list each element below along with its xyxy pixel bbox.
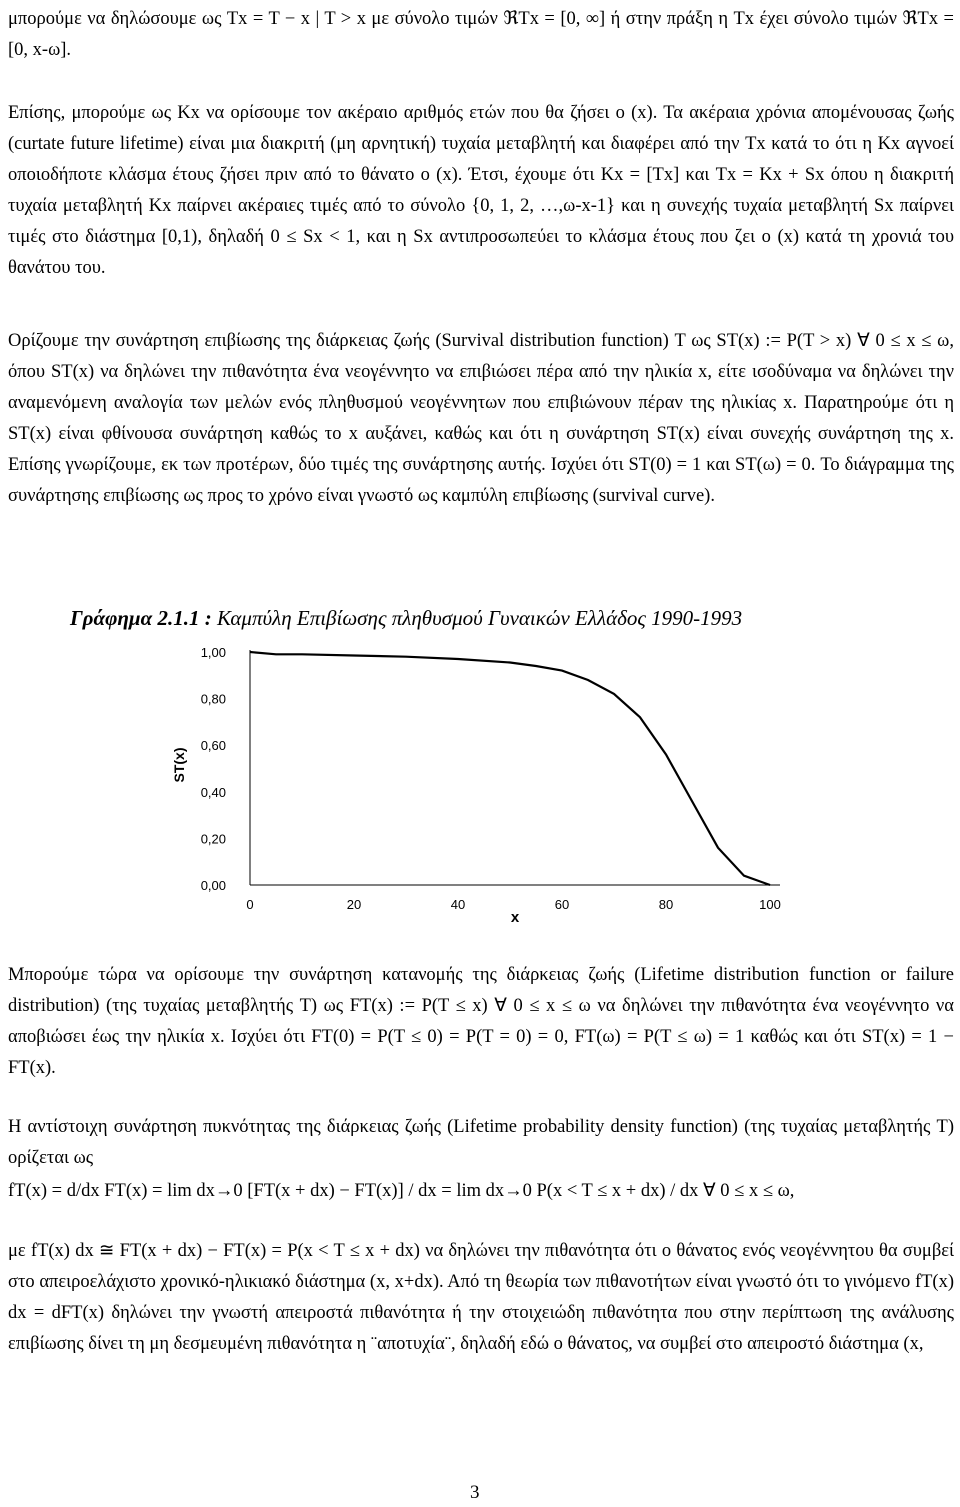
paragraph-text: μπορούμε να δηλώσουμε ως Tx = T − x | T > x με σύνολο τιμών ℜTx = [0, ∞] ή στην πράξη η Tx έχει σύνολο τιμών ℜTx = [0, x-ω]. bbox=[8, 9, 954, 60]
x-tick-label: 0 bbox=[246, 897, 254, 912]
paragraph-density-meaning bbox=[8, 1236, 954, 1360]
y-tick-label: 0,20 bbox=[200, 831, 226, 847]
paragraph-text: Επίσης, μπορούμε ως Kx να ορίσουμε τον ακέραιο αριθμός ετών που θα ζήσει ο (x). Τα ακέραια χρόνια απομένουσας ζωής (curtate future lifetime) είναι μια διακριτή (μη αρνητική) τυχαία μεταβλητή και διαφέρει από την Tx κατά το ότι η Kx αγνοεί οποιοδήποτε κλάσμα έτους ζήσει πριν από το θάνατο ο (x). Έτσι, έχουμε ότι Kx = [Tx] και Tx = Kx + Sx όπου η διακριτή τυχαία μεταβλητή Kx παίρνει ακέραιες τιμές από το σύνολο {0, 1, 2, …,ω-x-1} και η συνεχής τυχαία μεταβλητή Sx παίρνει τιμές στο διάστημα [0,1), δηλαδή 0 ≤ Sx < 1, και η Sx αντιπροσωπεύει το κλάσμα έτους που ζει ο (x) κατά τη χρονιά του θανάτου του. bbox=[8, 103, 954, 278]
page-number: 3 bbox=[470, 1482, 480, 1503]
y-tick-label: 0,80 bbox=[200, 691, 226, 707]
paragraph-density-intro bbox=[8, 1112, 954, 1174]
equation-density bbox=[8, 1176, 954, 1207]
y-tick-label: 0,60 bbox=[200, 738, 226, 754]
paragraph-survival-function bbox=[8, 326, 954, 512]
x-axis-label: x bbox=[510, 909, 520, 926]
paragraph-distribution-function bbox=[8, 960, 954, 1084]
figure-title: Καμπύλη Επιβίωσης πληθυσμού Γυναικών Ελλάδος 1990-1993 bbox=[216, 606, 743, 630]
x-tick-label: 40 bbox=[450, 897, 466, 912]
paragraph-text: με fT(x) dx ≅ FT(x + dx) − FT(x) = P(x < T ≤ x + dx) να δηλώνει την πιθανότητα ότι ο θάνατος ενός νεογέννητου θα συμβεί στο απειροελάχιστο χρονικό-ηλικιακό διάστημα (x, x+dx). Από τη θεωρία των πιθανοτήτων είναι γνωστό ότι το γινόμενο fT(x) dx = dFT(x) δηλώνει την γνωστή απειροστά πιθανότητα ή την στοιχειώδη πιθανότητα που στην περίπτωση της ανάλυσης επιβίωσης δίνει τη μη δεσμευμένη πιθανότητα η ¨αποτυχία¨, δηλαδή εδώ ο θάνατος, να συμβεί στο απειροστό διάστημα (x, bbox=[8, 1241, 954, 1354]
y-tick-label: 0,40 bbox=[200, 784, 226, 800]
paragraph-text: Η αντίστοιχη συνάρτηση πυκνότητας της διάρκειας ζωής (Lifetime probability density function) (της τυχαίας μεταβλητής T) ορίζεται ως bbox=[8, 1117, 954, 1168]
x-tick-label: 100 bbox=[759, 897, 781, 912]
figure-caption bbox=[70, 606, 742, 631]
x-tick-label: 60 bbox=[554, 897, 570, 912]
paragraph-text: Μπορούμε τώρα να ορίσουμε την συνάρτηση κατανομής της διάρκειας ζωής (Lifetime distribution function or failure distribution) (της τυχαίας μεταβλητής T) ως FT(x) := P(T ≤ x) ∀ 0 ≤ x ≤ ω να δηλώνει την πιθανότητα ένα νεογέννητο να αποβιώσει έως την ηλικία x. Ισχύει ότι FT(0) = P(T ≤ 0) = P(T = 0) = 0, FT(ω) = P(T ≤ ω) = 1 καθώς και ότι ST(x) = 1 − FT(x). bbox=[8, 965, 954, 1078]
x-tick-label: 20 bbox=[346, 897, 362, 912]
equation-text: fT(x) = d/dx FT(x) = lim dx→0 [FT(x + dx) − FT(x)] / dx = lim dx→0 P(x < T ≤ x + dx) / dx ∀ 0 ≤ x ≤ ω, bbox=[8, 1181, 795, 1201]
paragraph-text: Ορίζουμε την συνάρτηση επιβίωσης της διάρκειας ζωής (Survival distribution function) T ως ST(x) := P(T > x) ∀ 0 ≤ x ≤ ω, όπου ST(x) να δηλώνει την πιθανότητα ένα νεογέννητο να επιβιώσει πέρα από την ηλικία x, είτε ισοδύναμα να δηλώνει την αναμενόμενη αναλογία των μελών ενός πληθυσμού νεογέννητων που επιβιώνουν πέραν της ηλικίας x. Παρατηρούμε ότι η ST(x) είναι φθίνουσα συνάρτηση καθώς το x αυξάνει, καθώς και ότι η συνάρτηση ST(x) είναι συνεχής συνάρτηση της x. Επίσης γνωρίζουμε, εκ των προτέρων, δύο τιμές της συνάρτησης αυτής. Ισχύει ότι ST(0) = 1 και ST(ω) = 0. Το διάγραμμα της συνάρτησης επιβίωσης ως προς το χρόνο είναι γνωστό ως καμπύλη επιβίωσης (survival curve). bbox=[8, 331, 954, 506]
figure-label: Γράφημα 2.1.1 : bbox=[70, 606, 212, 630]
y-axis-label: ST(x) bbox=[171, 747, 187, 783]
paragraph-range bbox=[8, 4, 954, 66]
y-tick-label: 1,00 bbox=[200, 645, 226, 660]
chart-canvas bbox=[160, 640, 800, 930]
series-line bbox=[250, 652, 770, 885]
paragraph-curtate-lifetime bbox=[8, 98, 954, 284]
x-tick-label: 80 bbox=[658, 897, 674, 912]
y-tick-label: 0,00 bbox=[200, 878, 226, 893]
survival-curve-chart bbox=[160, 640, 800, 930]
